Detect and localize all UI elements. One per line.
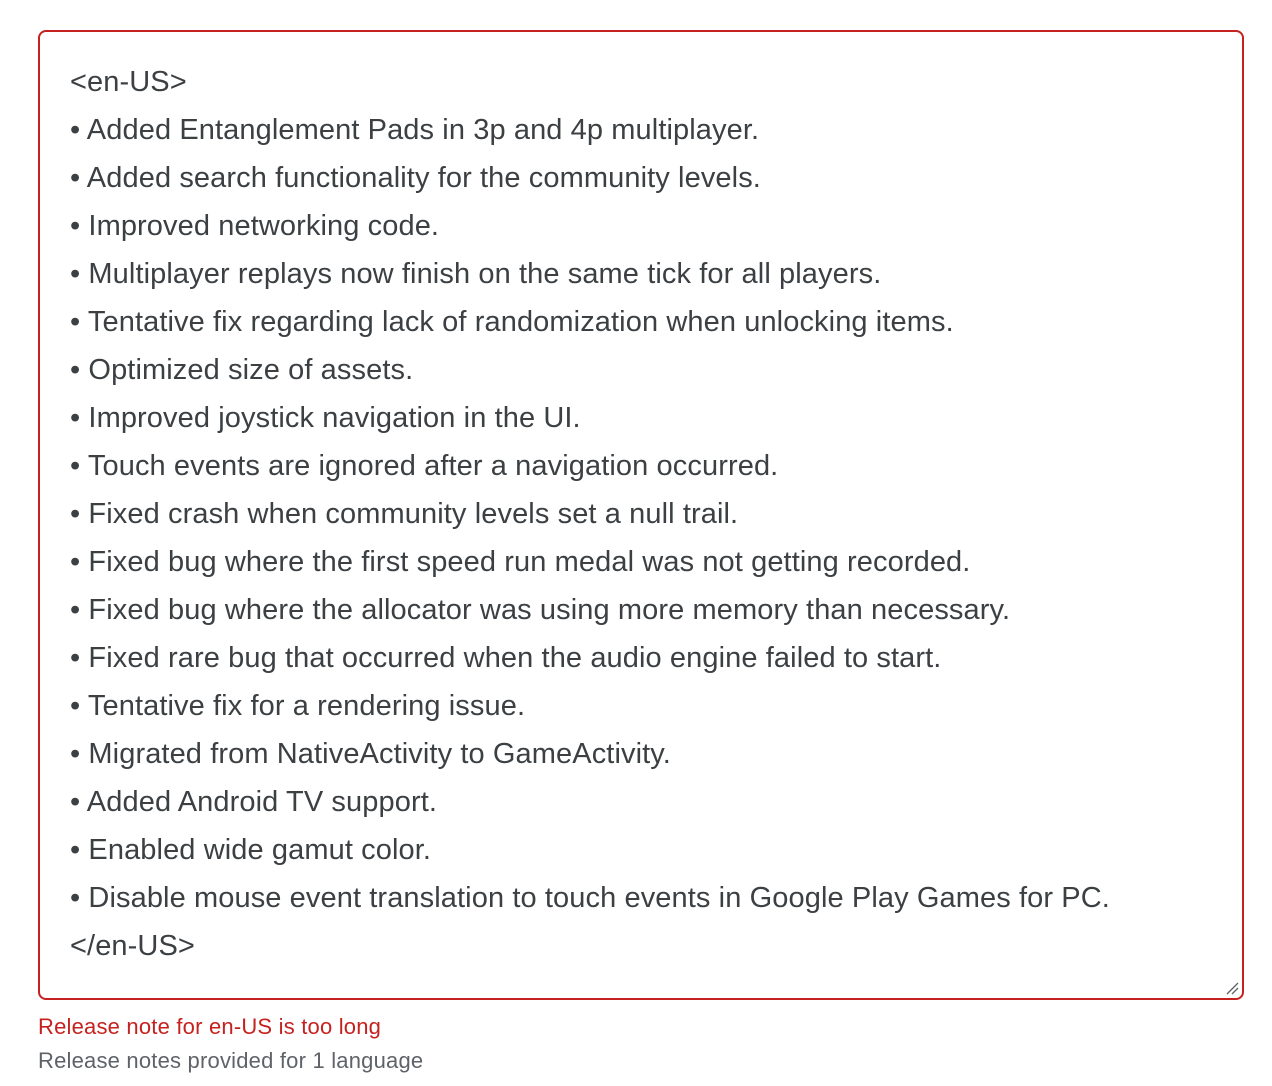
info-message: Release notes provided for 1 language (38, 1048, 424, 1073)
release-note-line: • Added search functionality for the community levels. (70, 162, 761, 194)
release-note-line: • Tentative fix for a rendering issue. (70, 690, 526, 722)
release-note-line: • Improved networking code. (70, 210, 440, 242)
helper-text (38, 1010, 1244, 1078)
release-note-line: • Multiplayer replays now finish on the same tick for all players. (70, 258, 882, 290)
release-note-line: </en-US> (70, 930, 195, 962)
release-note-line: • Enabled wide gamut color. (70, 834, 432, 866)
release-note-line: <en-US> (70, 66, 187, 98)
release-note-line: • Improved joystick navigation in the UI. (70, 402, 581, 434)
release-note-line: • Tentative fix regarding lack of randomization when unlocking items. (70, 306, 954, 338)
release-note-line: • Optimized size of assets. (70, 354, 414, 386)
release-note-line: • Touch events are ignored after a navigation occurred. (70, 450, 779, 482)
release-note-line: • Fixed bug where the allocator was using more memory than necessary. (70, 594, 1011, 626)
release-note-line: • Fixed crash when community levels set a null trail. (70, 498, 739, 530)
resize-handle-icon[interactable] (1224, 980, 1240, 996)
release-note-line: • Disable mouse event translation to touch events in Google Play Games for PC. (70, 882, 1110, 914)
release-note-line: • Added Entanglement Pads in 3p and 4p multiplayer. (70, 114, 760, 146)
release-note-line: • Added Android TV support. (70, 786, 438, 818)
release-note-line: • Fixed bug where the first speed run medal was not getting recorded. (70, 546, 971, 578)
release-note-line: • Migrated from NativeActivity to GameActivity. (70, 738, 671, 770)
release-note-line: • Fixed rare bug that occurred when the audio engine failed to start. (70, 642, 942, 674)
release-notes-field (38, 30, 1244, 1078)
error-message: Release note for en-US is too long (38, 1014, 382, 1039)
release-notes-textarea[interactable] (38, 30, 1244, 1000)
